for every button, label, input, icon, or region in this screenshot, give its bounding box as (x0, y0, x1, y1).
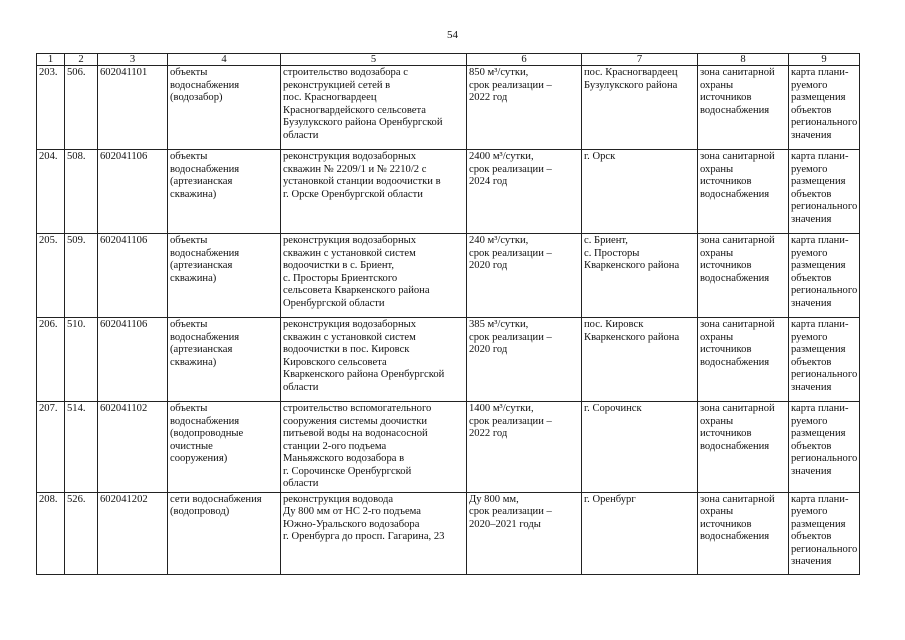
page-number: 54 (447, 29, 458, 41)
object-characteristics-line: 240 м³/сутки, (469, 235, 529, 246)
object-description-line: Южно-Уральского водозабора (283, 518, 420, 530)
column-header: 6 (467, 54, 582, 66)
map-reference-line: размещения (791, 260, 846, 271)
restriction-zone-line: источников (700, 176, 752, 187)
column-header: 1 (37, 54, 65, 66)
object-characteristics-line: срок реализации – (469, 415, 552, 427)
object-type-line: очистные (170, 440, 213, 452)
row-number: 207. (37, 402, 65, 493)
column-header: 7 (582, 54, 698, 66)
object-description (281, 402, 467, 493)
table-row (37, 66, 860, 150)
object-description-line: г. Орске Оренбургской области (283, 188, 423, 200)
object-description-line: строительство вспомогательного (283, 403, 432, 414)
object-type (168, 234, 281, 318)
object-id: 509. (65, 234, 98, 318)
column-header: 8 (698, 54, 789, 66)
object-id: 510. (65, 318, 98, 402)
restriction-zone-line: водоснабжения (700, 440, 770, 452)
map-reference (789, 150, 860, 234)
map-reference (789, 234, 860, 318)
object-location-line: г. Орск (584, 151, 616, 162)
object-characteristics (467, 234, 582, 318)
object-description-line: питьевой воды на водонасосной (283, 428, 428, 439)
restriction-zone-line: источников (700, 518, 752, 530)
object-location-line: пос. Красногвардеец (584, 67, 678, 78)
object-type (168, 150, 281, 234)
column-header: 4 (168, 54, 281, 66)
object-location (582, 318, 698, 402)
object-type (168, 492, 281, 574)
object-characteristics-line: Ду 800 мм, (469, 493, 519, 505)
map-reference-line: значения (791, 381, 832, 393)
object-characteristics (467, 150, 582, 234)
object-type-line: (водопровод) (170, 506, 230, 517)
map-reference-line: объектов (791, 440, 832, 452)
map-reference-line: карта плани- (791, 151, 849, 162)
restriction-zone-line: источников (700, 344, 752, 355)
restriction-zone-line: зона санитарной (700, 151, 775, 162)
object-description-line: реконструкция водозаборных (283, 319, 417, 330)
object-description-line: г. Сорочинске Оренбургской (283, 465, 412, 477)
object-type-line: водоснабжения (170, 247, 240, 259)
table-row (37, 492, 860, 574)
object-description-line: Бузулукского района Оренбургской (283, 117, 443, 128)
object-description-line: скважин № 2209/1 и № 2210/2 с (283, 163, 427, 175)
map-reference-line: карта плани- (791, 67, 849, 78)
object-description-line: области (283, 478, 319, 489)
object-characteristics-line: срок реализации – (469, 163, 552, 175)
object-type-line: объекты (170, 67, 208, 78)
restriction-zone-line: водоснабжения (700, 531, 770, 542)
map-reference-line: объектов (791, 531, 832, 542)
object-characteristics-line: срок реализации – (469, 247, 552, 259)
object-description-line: Маньяжского водозабора в (283, 453, 405, 464)
object-characteristics-line: 2400 м³/сутки, (469, 151, 534, 162)
object-type (168, 66, 281, 150)
restriction-zone (698, 234, 789, 318)
object-characteristics-line: 850 м³/сутки, (469, 67, 529, 78)
object-location-line: пос. Кировск (584, 319, 644, 330)
map-reference-line: руемого (791, 79, 828, 91)
object-characteristics-line: 385 м³/сутки, (469, 319, 529, 330)
restriction-zone-line: охраны (700, 415, 734, 427)
map-reference-line: значения (791, 556, 832, 567)
map-reference-line: регионального (791, 117, 858, 128)
restriction-zone-line: охраны (700, 163, 734, 175)
object-code: 602041106 (98, 234, 168, 318)
object-description-line: водоочистки в с. Бриент, (283, 260, 394, 271)
map-reference-line: размещения (791, 176, 846, 187)
object-code: 602041101 (98, 66, 168, 150)
map-reference-line: руемого (791, 415, 828, 427)
object-description-line: Ду 800 мм от НС 2-го подъема (283, 506, 421, 517)
object-type-line: водоснабжения (170, 79, 240, 91)
object-location (582, 402, 698, 493)
map-reference (789, 492, 860, 574)
map-reference-line: значения (791, 465, 832, 477)
row-number: 208. (37, 492, 65, 574)
object-type-line: водоснабжения (170, 415, 240, 427)
restriction-zone-line: водоснабжения (700, 356, 770, 368)
map-reference (789, 402, 860, 493)
object-characteristics-line: 2020 год (469, 260, 508, 271)
restriction-zone-line: зона санитарной (700, 67, 775, 78)
map-reference-line: карта плани- (791, 319, 849, 330)
object-characteristics-line: 2022 год (469, 92, 508, 103)
row-number: 203. (37, 66, 65, 150)
restriction-zone-line: зона санитарной (700, 493, 775, 505)
object-description-line: установкой станции водоочистки в (283, 176, 441, 187)
map-reference-line: регионального (791, 369, 858, 380)
map-reference-line: размещения (791, 92, 846, 103)
object-description (281, 492, 467, 574)
map-reference-line: объектов (791, 188, 832, 200)
map-reference-line: карта плани- (791, 403, 849, 414)
map-reference-line: объектов (791, 272, 832, 284)
object-type-line: сооружения) (170, 453, 228, 464)
restriction-zone-line: источников (700, 92, 752, 103)
object-description-line: области (283, 129, 319, 141)
object-type-line: (артезианская (170, 344, 233, 355)
object-code: 602041106 (98, 318, 168, 402)
object-type-line: объекты (170, 151, 208, 162)
map-reference-line: карта плани- (791, 235, 849, 246)
object-description-line: Красногвардейского сельсовета (283, 104, 426, 116)
object-code: 602041102 (98, 402, 168, 493)
restriction-zone-line: источников (700, 260, 752, 271)
object-type-line: сети водоснабжения (170, 493, 262, 505)
table-row (37, 318, 860, 402)
object-type-line: (артезианская (170, 260, 233, 271)
map-reference-line: карта плани- (791, 493, 849, 505)
object-description-line: г. Оренбурга до просп. Гагарина, 23 (283, 531, 445, 542)
object-characteristics-line: 2020–2021 годы (469, 518, 541, 530)
object-location (582, 150, 698, 234)
object-description-line: Кировского сельсовета (283, 356, 387, 368)
object-type (168, 318, 281, 402)
object-description-line: реконструкция водозаборных (283, 235, 417, 246)
map-reference-line: размещения (791, 344, 846, 355)
object-location-line: с. Просторы (584, 247, 640, 259)
object-code: 602041106 (98, 150, 168, 234)
object-description-line: области (283, 381, 319, 393)
object-type-line: объекты (170, 319, 208, 330)
object-location (582, 66, 698, 150)
restriction-zone-line: зона санитарной (700, 319, 775, 330)
object-type (168, 402, 281, 493)
restriction-zone-line: зона санитарной (700, 235, 775, 246)
restriction-zone (698, 318, 789, 402)
object-characteristics (467, 66, 582, 150)
row-number: 206. (37, 318, 65, 402)
object-type-line: скважина) (170, 356, 217, 368)
map-reference-line: регионального (791, 201, 858, 212)
object-description-line: Оренбургской области (283, 297, 385, 309)
object-description-line: строительство водозабора с (283, 67, 408, 78)
column-header: 9 (789, 54, 860, 66)
object-characteristics-line: срок реализации – (469, 79, 552, 91)
object-description-line: станции 2-ого подъема (283, 440, 387, 452)
column-header: 5 (281, 54, 467, 66)
object-characteristics-line: срок реализации – (469, 506, 552, 517)
object-id: 514. (65, 402, 98, 493)
restriction-zone-line: охраны (700, 247, 734, 259)
object-characteristics-line: 2024 год (469, 176, 508, 187)
restriction-zone-line: охраны (700, 79, 734, 91)
object-description (281, 66, 467, 150)
restriction-zone (698, 492, 789, 574)
restriction-zone-line: охраны (700, 506, 734, 517)
object-description-line: реконструкция водовода (283, 493, 394, 505)
restriction-zone (698, 402, 789, 493)
object-characteristics-line: срок реализации – (469, 331, 552, 343)
map-reference-line: руемого (791, 247, 828, 259)
map-reference-line: регионального (791, 543, 858, 555)
object-location-line: г. Сорочинск (584, 403, 642, 414)
object-type-line: скважина) (170, 272, 217, 284)
object-location-line: Кваркенского района (584, 331, 680, 343)
restriction-zone-line: водоснабжения (700, 188, 770, 200)
object-description-line: скважин с установкой систем (283, 331, 416, 343)
object-type-line: водоснабжения (170, 163, 240, 175)
object-type-line: объекты (170, 235, 208, 246)
object-id: 508. (65, 150, 98, 234)
restriction-zone-line: зона санитарной (700, 403, 775, 414)
object-description (281, 150, 467, 234)
row-number: 204. (37, 150, 65, 234)
object-description-line: пос. Красногвардеец (283, 92, 377, 103)
table-row (37, 234, 860, 318)
object-characteristics (467, 492, 582, 574)
restriction-zone-line: водоснабжения (700, 104, 770, 116)
restriction-zone-line: охраны (700, 331, 734, 343)
object-description-line: сооружения системы доочистки (283, 415, 428, 427)
row-number: 205. (37, 234, 65, 318)
object-type-line: (артезианская (170, 176, 233, 187)
map-reference-line: регионального (791, 453, 858, 464)
restriction-zone-line: источников (700, 428, 752, 439)
table-row (37, 402, 860, 493)
object-description-line: скважин с установкой систем (283, 247, 416, 259)
table-row (37, 150, 860, 234)
map-reference-line: размещения (791, 518, 846, 530)
column-header: 3 (98, 54, 168, 66)
object-characteristics-line: 2020 год (469, 344, 508, 355)
map-reference-line: руемого (791, 331, 828, 343)
object-type-line: объекты (170, 403, 208, 414)
object-location (582, 492, 698, 574)
map-reference-line: объектов (791, 104, 832, 116)
map-reference-line: руемого (791, 163, 828, 175)
object-location-line: с. Бриент, (584, 235, 628, 246)
object-location-line: Кваркенского района (584, 260, 680, 271)
restriction-zone (698, 150, 789, 234)
map-reference (789, 318, 860, 402)
object-description-line: сельсовета Кваркенского района (283, 285, 430, 296)
object-type-line: скважина) (170, 188, 217, 200)
object-description-line: реконструкцией сетей в (283, 79, 391, 91)
object-description (281, 234, 467, 318)
object-characteristics (467, 402, 582, 493)
object-location (582, 234, 698, 318)
object-location-line: Бузулукского района (584, 79, 678, 91)
map-reference-line: руемого (791, 506, 828, 517)
map-reference-line: значения (791, 297, 832, 309)
restriction-zone-line: водоснабжения (700, 272, 770, 284)
object-characteristics-line: 2022 год (469, 428, 508, 439)
map-reference-line: значения (791, 213, 832, 225)
object-description-line: с. Просторы Бриентского (283, 272, 398, 284)
object-description-line: реконструкция водозаборных (283, 151, 417, 162)
map-reference-line: объектов (791, 356, 832, 368)
object-location-line: г. Оренбург (584, 493, 636, 505)
object-id: 506. (65, 66, 98, 150)
map-reference-line: размещения (791, 428, 846, 439)
object-code: 602041202 (98, 492, 168, 574)
object-characteristics (467, 318, 582, 402)
object-description-line: Кваркенского района Оренбургской (283, 369, 445, 380)
object-description (281, 318, 467, 402)
object-characteristics-line: 1400 м³/сутки, (469, 403, 534, 414)
map-reference-line: регионального (791, 285, 858, 296)
table-header-row (37, 54, 860, 66)
registry-table (36, 53, 860, 575)
map-reference (789, 66, 860, 150)
object-type-line: (водозабор) (170, 92, 223, 103)
object-type-line: водоснабжения (170, 331, 240, 343)
object-id: 526. (65, 492, 98, 574)
object-type-line: (водопроводные (170, 428, 244, 439)
map-reference-line: значения (791, 129, 832, 141)
restriction-zone (698, 66, 789, 150)
object-description-line: водоочистки в пос. Кировск (283, 344, 410, 355)
column-header: 2 (65, 54, 98, 66)
